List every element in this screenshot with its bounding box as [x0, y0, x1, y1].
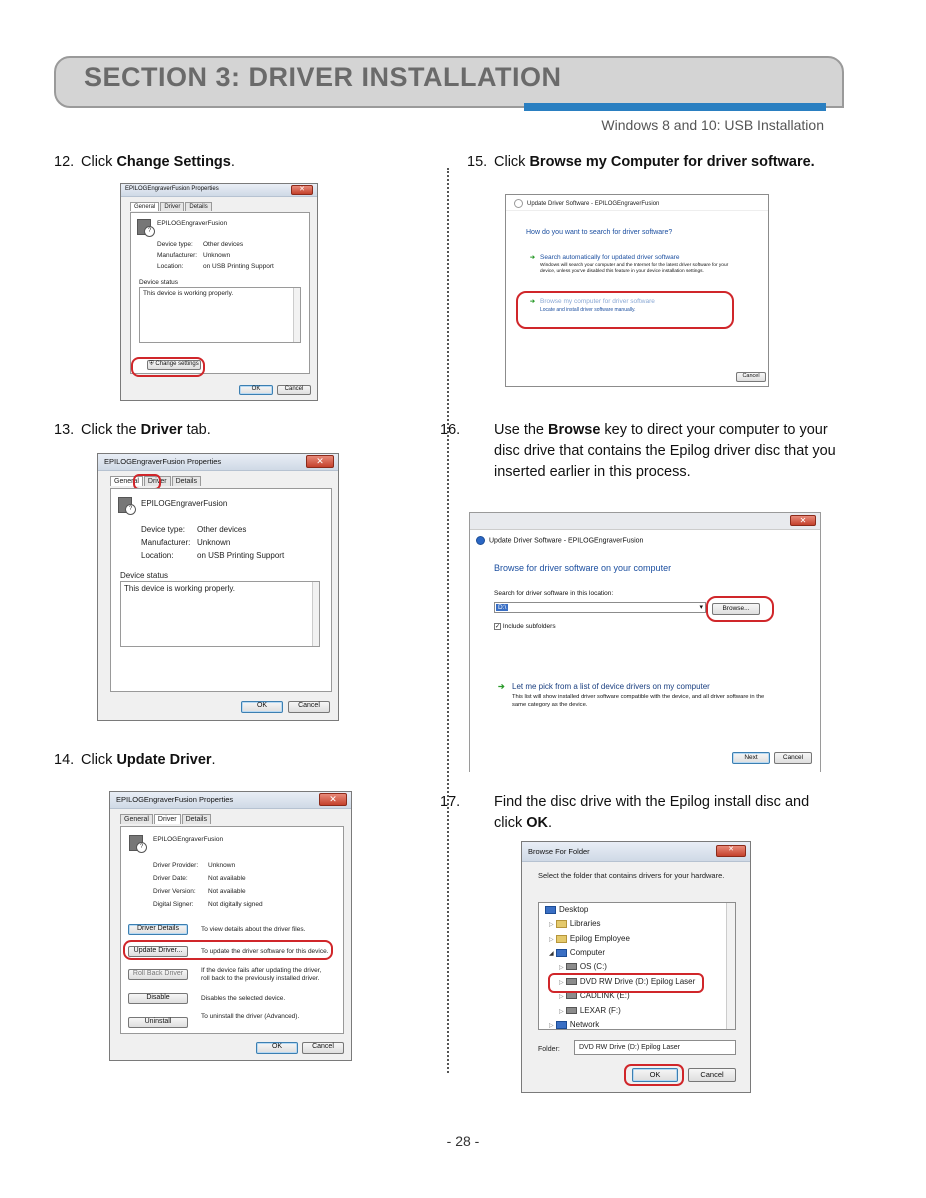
expand-arrow-icon[interactable]: ▷: [549, 937, 554, 943]
tab-panel: ? EPILOGEngraverFusion Device type: Other devices Manufacturer: Unknown Location: on USB Printing Support Device status This device is working properly.: [110, 488, 332, 692]
search-automatically-option[interactable]: Search automatically for updated driver software: [540, 254, 680, 261]
uninstall-button[interactable]: Uninstall: [128, 1017, 188, 1028]
highlight-ring: [624, 1064, 684, 1086]
update-driver-button[interactable]: Update Driver...: [128, 946, 188, 957]
wizard-question: How do you want to search for driver software?: [526, 229, 673, 236]
section-subtitle: Windows 8 and 10: USB Installation: [601, 117, 824, 133]
tree-item-lexar[interactable]: ▷ LEXAR (F:): [559, 1006, 621, 1015]
close-icon[interactable]: ✕: [716, 845, 746, 857]
wizard-header: Update Driver Software - EPILOGEngraverFusion: [506, 195, 768, 211]
scrollbar[interactable]: [726, 903, 735, 1029]
tab-details[interactable]: Details: [172, 476, 201, 486]
close-icon[interactable]: ✕: [790, 515, 816, 526]
cancel-button[interactable]: Cancel: [288, 701, 330, 713]
expand-arrow-icon[interactable]: ▷: [559, 994, 564, 1000]
close-icon[interactable]: ✕: [291, 185, 313, 195]
tree-item-cadlink[interactable]: ▷ CADLINK (E:): [559, 991, 630, 1000]
ok-button[interactable]: OK: [239, 385, 273, 395]
ok-button[interactable]: OK: [256, 1042, 298, 1054]
arrow-right-icon: ➔: [498, 682, 505, 691]
tab-general[interactable]: General: [110, 476, 143, 486]
tree-item-os-c[interactable]: ▷ OS (C:): [559, 962, 607, 971]
close-icon[interactable]: ✕: [319, 793, 347, 806]
section-title: SECTION 3: DRIVER INSTALLATION: [84, 62, 562, 92]
driver-details-button[interactable]: Driver Details: [128, 924, 188, 935]
pick-from-list-link[interactable]: Let me pick from a list of device drivers on my computer: [512, 682, 710, 691]
tree-item-dvd-drive[interactable]: ▷ DVD RW Drive (D:) Epilog Laser: [559, 977, 696, 986]
tab-driver[interactable]: Driver: [160, 202, 184, 211]
desktop-icon: [545, 906, 556, 914]
drive-icon: [566, 1007, 577, 1014]
highlight-ring: [516, 291, 734, 329]
folder-tree[interactable]: [538, 902, 736, 1030]
drive-icon: [566, 963, 577, 970]
tab-panel: ? EPILOGEngraverFusion Device type: Other devices Manufacturer: Unknown Location: on USB Printing Support Device status This device is working properly. ⛨ Change settings: [130, 212, 310, 374]
device-icon: [129, 835, 143, 851]
properties-window-driver-tab: [97, 453, 339, 721]
tree-item-libraries[interactable]: ▷ Libraries: [549, 919, 601, 928]
arrow-right-icon: ➔: [530, 299, 536, 305]
tab-details[interactable]: Details: [185, 202, 211, 211]
device-status-box[interactable]: This device is working properly.: [120, 581, 320, 647]
checkmark-icon: ✓: [495, 624, 501, 630]
network-icon: [556, 1021, 567, 1029]
tab-general[interactable]: General: [130, 202, 159, 211]
tab-driver[interactable]: Driver: [154, 814, 181, 824]
step-14: 14. Click Update Driver.: [54, 752, 216, 768]
browse-for-folder-dialog: Browse For Folder ✕ Select the folder that contains drivers for your hardware. Desktop ▷ Libraries ▷ Epilog Employee ◢ Computer ▷ OS (C:) ▷ DVD RW Drive (D:) Epilog Laser ▷ CADLINK (E:) ▷ LEXAR (F:) ▷ Network Folder: DVD RW Drive (D:) Epilog Laser OK Cancel: [521, 841, 751, 1093]
expand-arrow-icon[interactable]: ▷: [549, 1023, 554, 1029]
dropdown-arrow-icon[interactable]: ▾: [699, 604, 703, 611]
drive-icon: [566, 992, 577, 999]
expand-arrow-icon[interactable]: ▷: [559, 965, 564, 971]
ok-button[interactable]: OK: [632, 1068, 678, 1082]
include-subfolders-checkbox[interactable]: ✓ Include subfolders: [495, 623, 556, 631]
arrow-right-icon: ➔: [530, 255, 536, 261]
expand-arrow-icon[interactable]: ▷: [559, 980, 564, 986]
device-name: EPILOGEngraverFusion: [157, 220, 228, 227]
browse-my-computer-option[interactable]: Browse my computer for driver software: [540, 298, 655, 305]
highlight-ring: [123, 940, 333, 960]
computer-icon: [556, 949, 567, 957]
device-name: EPILOGEngraverFusion: [153, 836, 224, 843]
next-button[interactable]: Next: [732, 752, 770, 764]
roll-back-driver-button[interactable]: Roll Back Driver: [128, 969, 188, 980]
device-name: EPILOGEngraverFusion: [141, 499, 228, 508]
disable-button[interactable]: Disable: [128, 993, 188, 1004]
ok-button[interactable]: OK: [241, 701, 283, 713]
cancel-button[interactable]: Cancel: [736, 372, 766, 382]
tree-item-computer[interactable]: ◢ Computer: [549, 948, 605, 957]
dialog-prompt: Select the folder that contains drivers for your hardware.: [538, 871, 725, 880]
cancel-button[interactable]: Cancel: [688, 1068, 736, 1082]
device-icon: [118, 497, 132, 513]
step-17: 17. Find the disc drive with the Epilog install disc and click OK.: [440, 794, 810, 831]
folder-icon: [556, 935, 567, 943]
browse-button[interactable]: Browse...: [712, 603, 760, 615]
title-bar: EPILOGEngraverFusion Properties ✕: [121, 184, 317, 197]
tree-item-desktop[interactable]: Desktop: [545, 905, 588, 914]
wizard-heading: Browse for driver software on your computer: [494, 563, 672, 573]
tab-driver[interactable]: Driver: [144, 476, 171, 486]
change-settings-button[interactable]: ⛨ Change settings: [147, 360, 201, 370]
tab-strip: [130, 202, 213, 211]
update-driver-wizard-browse: ✕ Update Driver Software - EPILOGEngraverFusion Browse for driver software on your computer Search for driver software in this location: D:\ ▾ Browse... ✓ Include subfolders ➔ Let me pick from a list of device drivers on my computer This list will show installed driver software compatible with the device, and all driver software in the same category as the device. Next Cancel: [469, 512, 821, 772]
properties-window-update-driver: [109, 791, 352, 1061]
tab-strip: [120, 814, 212, 824]
header-accent-bar: [524, 103, 826, 111]
title-bar: Browse For Folder ✕: [522, 842, 750, 862]
step-12: 12. Click Change Settings.: [54, 154, 235, 170]
tab-panel: ? EPILOGEngraverFusion Driver Provider: Unknown Driver Date: Not available Driver Version: Not available Digital Signer: Not digitally signed Driver Details To view details about the driver files. Update Driver... To update the driver software for this device. Roll Back Driver If the device fails after updating the driver, roll back to the previously installed driver. Disable Disables the selected device. Uninstall To uninstall the driver (Advanced).: [120, 826, 344, 1034]
expand-arrow-icon[interactable]: ▷: [549, 922, 554, 928]
scrollbar[interactable]: [293, 288, 300, 342]
step-16: 16. Use the Browse key to direct your computer to your disc drive that contains the Epilog driver disc that you inserted earlier in this process.: [440, 422, 836, 480]
cancel-button[interactable]: Cancel: [774, 752, 812, 764]
collapse-arrow-icon[interactable]: ◢: [549, 951, 554, 957]
shield-icon: ⛨: [149, 361, 154, 367]
properties-window-general: [120, 183, 318, 401]
highlight-ring: [706, 596, 774, 622]
device-icon: [137, 219, 151, 235]
tab-details[interactable]: Details: [182, 814, 211, 824]
tree-item-network[interactable]: ▷ Network: [549, 1020, 600, 1029]
expand-arrow-icon[interactable]: ▷: [559, 1009, 564, 1015]
title-bar: EPILOGEngraverFusion Properties ✕: [98, 454, 338, 471]
device-status-box[interactable]: This device is working properly.: [139, 287, 301, 343]
step-13: 13. Click the Driver tab.: [54, 422, 211, 438]
folder-input[interactable]: DVD RW Drive (D:) Epilog Laser: [574, 1040, 736, 1055]
tab-general[interactable]: General: [120, 814, 153, 824]
update-driver-wizard-search: Update Driver Software - EPILOGEngraverFusion How do you want to search for driver software? ➔ Search automatically for updated driver software Windows will search your computer and the Internet for the latest driver software for your device, unless you've disabled this feature in your device installation settings. ➔ Browse my computer for driver software Locate and install driver software manually. Cancel: [505, 194, 769, 387]
title-bar: EPILOGEngraverFusion Properties ✕: [110, 792, 351, 809]
tree-item-epilog-employee[interactable]: ▷ Epilog Employee: [549, 934, 630, 943]
column-divider: [447, 168, 449, 1073]
close-icon[interactable]: ✕: [306, 455, 334, 468]
back-arrow-icon[interactable]: [514, 199, 523, 208]
scrollbar[interactable]: [312, 582, 319, 646]
wizard-header: Update Driver Software - EPILOGEngraverFusion: [476, 536, 643, 545]
location-input[interactable]: D:\ ▾: [494, 602, 706, 613]
cancel-button[interactable]: Cancel: [277, 385, 311, 395]
back-arrow-icon[interactable]: [476, 536, 485, 545]
step-15: 15. Click Browse my Computer for driver software.: [467, 154, 815, 170]
folder-icon: [556, 920, 567, 928]
highlight-ring: [131, 357, 205, 377]
page-number: - 28 -: [446, 1133, 480, 1149]
cancel-button[interactable]: Cancel: [302, 1042, 344, 1054]
highlight-ring: [548, 973, 704, 993]
